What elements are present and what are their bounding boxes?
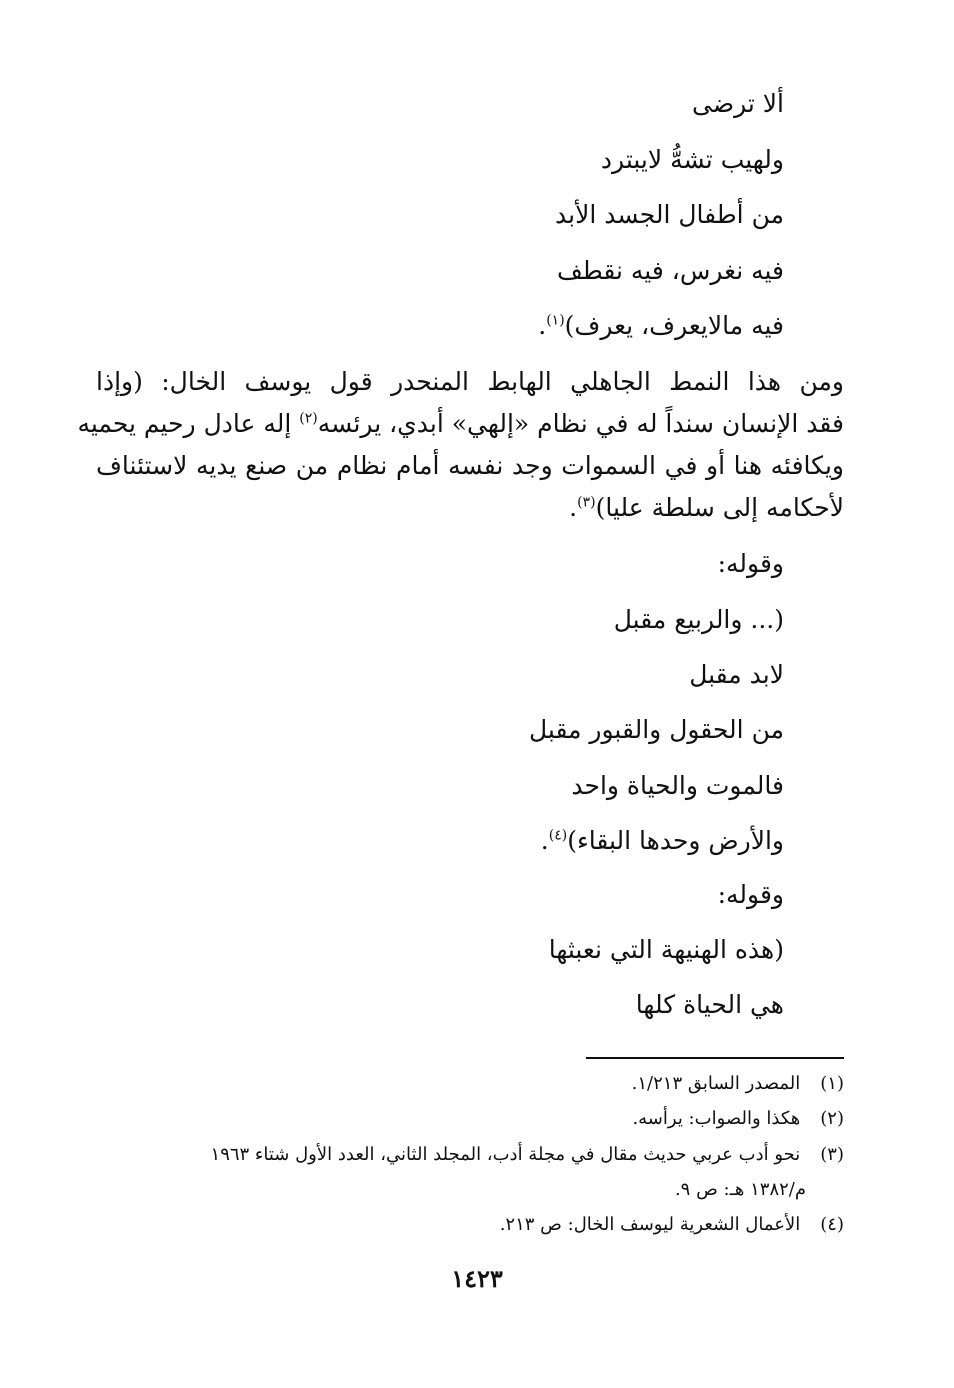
paragraph-line: ومن هذا النمط الجاهلي الهابط المنحدر قول يوسف الخال: (وإذا (96, 367, 844, 396)
footnote-ref: (٣) (577, 494, 596, 511)
verse-line (538, 308, 784, 344)
footnote-ref: (٢) (299, 410, 318, 427)
verse-text: والأرض وحدها البقاء) (567, 826, 784, 855)
footnote-number: (٢) (820, 1108, 844, 1129)
verse-line: ولهيب تشهُّ لايبترد (600, 145, 784, 174)
footnote (96, 1211, 844, 1239)
paragraph-text: فقد الإنسان سنداً له في نظام «إلهي» أبدي، يرئسه (317, 409, 844, 438)
footnote-text: نحو أدب عربي حديث مقال في مجلة أدب، المجلد الثاني، العدد الأول شتاء ١٩٦٣ (210, 1144, 801, 1165)
footnote (96, 1141, 844, 1169)
quote-intro: وقوله: (717, 880, 784, 909)
verse-line: ألا ترضى (692, 89, 784, 118)
verse-line: من أطفال الجسد الأبد (555, 200, 784, 229)
paragraph-tail: . (569, 493, 578, 522)
footnote-text: هكذا والصواب: يرأسه. (632, 1108, 801, 1129)
footnote-ref: (٤) (548, 827, 568, 844)
footnote-separator (586, 1057, 844, 1059)
footnote-ref: (١) (546, 312, 565, 329)
paragraph-line: ويكافئه هنا أو في السموات وجد نفسه أمام نظام من صنع يديه لاستئناف (96, 451, 844, 480)
verse-line: (... والربيع مقبل (613, 605, 784, 634)
footnote-number: (١) (820, 1073, 844, 1094)
verse-line (541, 823, 784, 859)
footnote (96, 1105, 844, 1133)
footnote-number: (٤) (820, 1214, 844, 1235)
verse-line: هي الحياة كلها (635, 990, 784, 1019)
footnote-text: المصدر السابق ١/٢١٣. (631, 1073, 801, 1094)
paragraph-text: إله عادل رحيم يحميه (77, 409, 300, 438)
footnote-number: (٣) (820, 1144, 844, 1165)
verse-line: لابد مقبل (689, 660, 784, 689)
verse-text: فيه مالايعرف، يعرف) (564, 311, 784, 340)
verse-tail: . (538, 311, 547, 340)
verse-line: (هذه الهنيهة التي نعبثها (548, 935, 784, 964)
paragraph-line (96, 490, 844, 526)
footnote-continuation: م/١٣٨٢ هـ: ص ٩. (674, 1179, 806, 1200)
footnote (96, 1070, 844, 1098)
page-number: ١٤٢٣ (451, 1264, 503, 1293)
quote-intro: وقوله: (717, 549, 784, 578)
verse-line: فالموت والحياة واحد (571, 771, 784, 800)
footnote-text: الأعمال الشعرية ليوسف الخال: ص ٢١٣. (499, 1214, 801, 1235)
verse-line: من الحقول والقبور مقبل (528, 715, 784, 744)
paragraph-line (77, 406, 844, 442)
verse-tail: . (540, 826, 549, 855)
verse-line: فيه نغرس، فيه نقطف (556, 256, 784, 285)
paragraph-text: لأحكامه إلى سلطة عليا) (595, 493, 844, 522)
